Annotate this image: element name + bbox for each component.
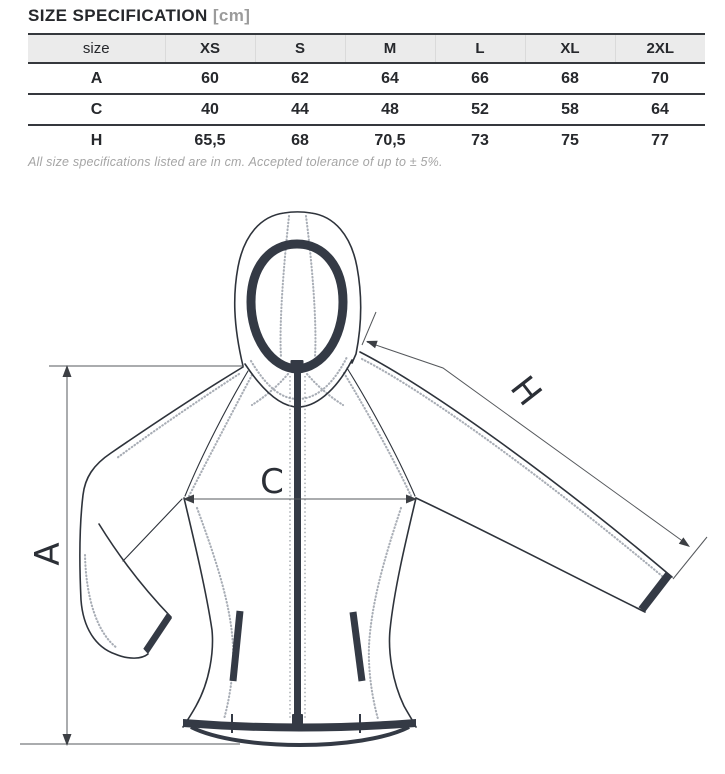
- size-table: [28, 33, 705, 155]
- value-a-xl: 68: [561, 69, 579, 87]
- dimension-h-arrow-bottom: [679, 537, 690, 547]
- table-row-h: [28, 125, 705, 155]
- dimension-h-extension-top: [362, 312, 376, 345]
- row-label-a: A: [90, 69, 103, 87]
- page-title-text: SIZE SPECIFICATION: [28, 6, 208, 25]
- value-h-l: 73: [471, 131, 489, 149]
- value-a-xs: 60: [201, 69, 219, 87]
- dimension-h-arrow-top: [366, 341, 378, 349]
- col-header-xs: XS: [165, 34, 255, 63]
- zipper-top-stop: [291, 360, 304, 369]
- col-header-s: S: [255, 34, 345, 63]
- col-header-m: M: [345, 34, 435, 63]
- tolerance-footnote: All size specifications listed are in cm. Accepted tolerance of up to ± 5%.: [28, 155, 443, 169]
- dimension-h-label: H: [502, 368, 550, 414]
- value-a-2xl: 70: [651, 69, 669, 87]
- value-a-m: 64: [381, 69, 399, 87]
- value-c-xl: 58: [561, 100, 579, 118]
- value-a-s: 62: [291, 69, 309, 87]
- page-title: [28, 6, 250, 26]
- dimension-h-extension-bottom: [673, 537, 707, 579]
- dimension-a-label: A: [28, 542, 68, 566]
- table-row-c: [28, 94, 705, 125]
- page-title-unit: [cm]: [212, 6, 251, 25]
- col-header-l: L: [435, 34, 525, 63]
- value-a-l: 66: [471, 69, 489, 87]
- value-c-s: 44: [291, 100, 309, 118]
- row-label-h: H: [90, 131, 103, 149]
- value-c-l: 52: [471, 100, 489, 118]
- row-label-c: C: [90, 100, 103, 118]
- value-h-2xl: 77: [651, 131, 669, 149]
- value-c-2xl: 64: [651, 100, 669, 118]
- value-h-xs: 65,5: [194, 131, 226, 149]
- col-header-2xl: 2XL: [615, 34, 705, 63]
- value-c-xs: 40: [201, 100, 219, 118]
- value-h-m: 70,5: [374, 131, 406, 149]
- dimension-a-arrow-top: [63, 365, 72, 377]
- zipper: [294, 368, 301, 720]
- col-header-xl: XL: [525, 34, 615, 63]
- garment-diagram: [0, 180, 725, 774]
- col-header-size: size: [28, 34, 165, 63]
- value-h-s: 68: [291, 131, 309, 149]
- value-c-m: 48: [381, 100, 399, 118]
- value-h-xl: 75: [561, 131, 579, 149]
- table-row-a: [28, 63, 705, 94]
- size-table-header-row: [28, 34, 705, 63]
- dimension-c-label: C: [260, 462, 284, 502]
